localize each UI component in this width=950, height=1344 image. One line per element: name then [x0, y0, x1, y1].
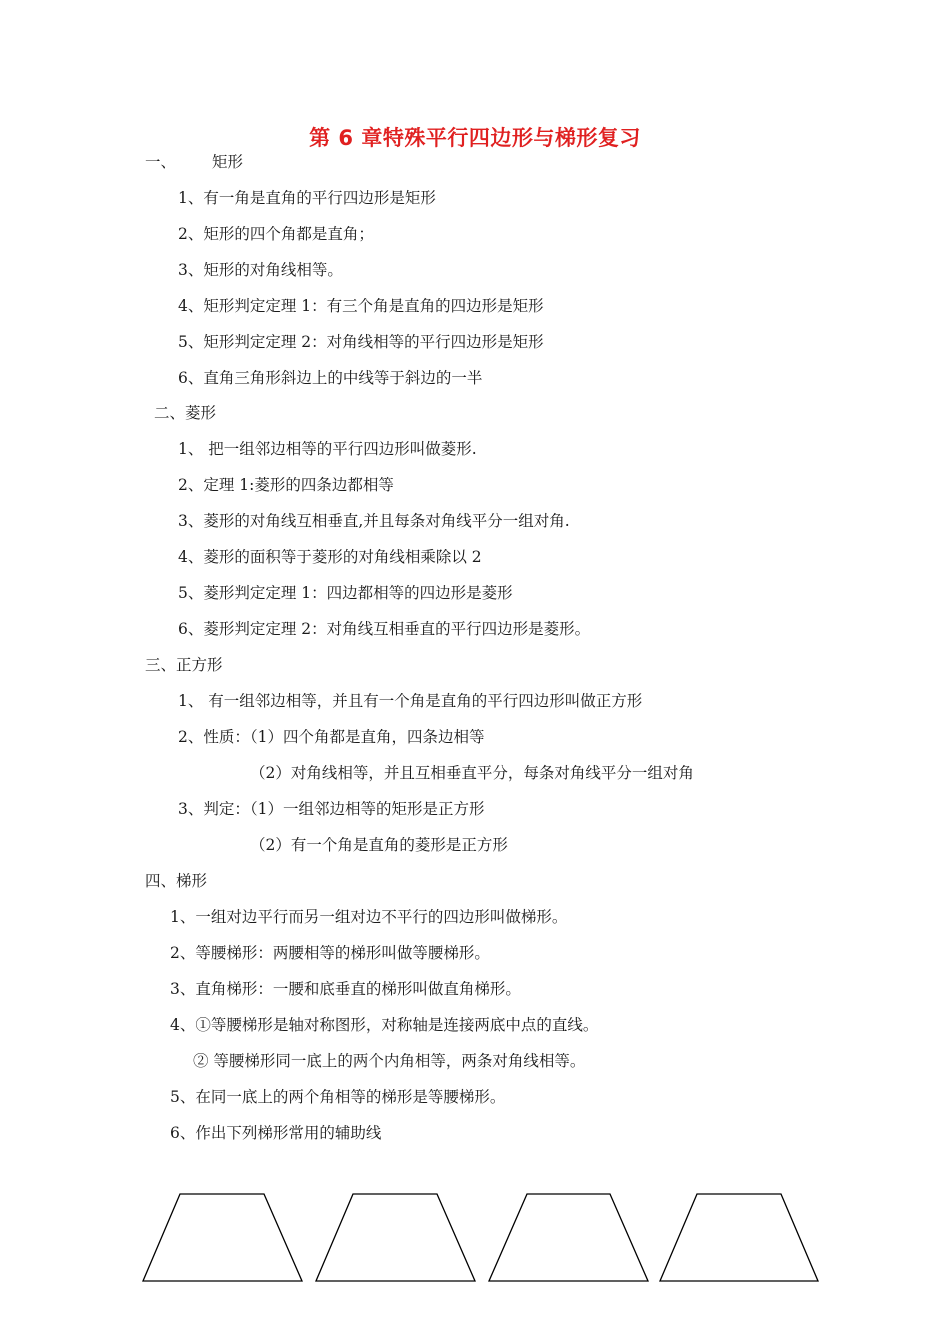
rect-item-5: 5、矩形判定定理 2：对角线相等的平行四边形是矩形	[178, 333, 544, 351]
trapezoid-item-3: 3、直角梯形：一腰和底垂直的梯形叫做直角梯形。	[170, 980, 521, 998]
trapezoid-item-1: 1、一组对边平行而另一组对边不平行的四边形叫做梯形。	[170, 908, 568, 926]
trapezoid-figure-2	[316, 1194, 475, 1281]
square-item-3: （2）对角线相等，并且互相垂直平分，每条对角线平分一组对角	[250, 764, 694, 782]
trapezoid-item-4: 4、①等腰梯形是轴对称图形，对称轴是连接两底中点的直线。	[170, 1016, 599, 1034]
trapezoid-item-5: 5、在同一底上的两个角相等的梯形是等腰梯形。	[170, 1088, 506, 1106]
square-item-4: 3、判定：（1）一组邻边相等的矩形是正方形	[178, 800, 485, 818]
square-item-2: 2、性质：（1）四个角都是直角，四条边相等	[178, 728, 485, 746]
trapezoid-item-4b: ② 等腰梯形同一底上的两个内角相等，两条对角线相等。	[193, 1052, 586, 1070]
section-heading-rhombus: 二、菱形	[154, 404, 217, 422]
document-title: 第 6 章特殊平行四边形与梯形复习	[309, 126, 641, 150]
trapezoid-figures	[0, 1180, 950, 1290]
trapezoid-figures-svg	[0, 1180, 950, 1290]
rhombus-item-3: 3、菱形的对角线互相垂直,并且每条对角线平分一组对角.	[178, 512, 570, 530]
rect-item-1: 1、有一角是直角的平行四边形是矩形	[178, 189, 436, 207]
rhombus-item-6: 6、菱形判定定理 2：对角线互相垂直的平行四边形是菱形。	[178, 620, 591, 638]
rect-item-3: 3、矩形的对角线相等。	[178, 261, 343, 279]
rhombus-item-2: 2、定理 1:菱形的四条边都相等	[178, 476, 394, 494]
section-heading-trapezoid: 四、梯形	[145, 872, 208, 890]
trapezoid-item-6: 6、作出下列梯形常用的辅助线	[170, 1124, 382, 1142]
rect-item-2: 2、矩形的四个角都是直角；	[178, 225, 374, 243]
section-heading-rect-num: 一、	[145, 153, 177, 171]
section-heading-square: 三、正方形	[145, 656, 223, 674]
trapezoid-figure-1	[143, 1194, 302, 1281]
rhombus-item-5: 5、菱形判定定理 1：四边都相等的四边形是菱形	[178, 584, 513, 602]
rect-item-6: 6、直角三角形斜边上的中线等于斜边的一半	[178, 369, 483, 387]
square-item-1: 1、 有一组邻边相等，并且有一个角是直角的平行四边形叫做正方形	[178, 692, 643, 710]
rhombus-item-1: 1、 把一组邻边相等的平行四边形叫做菱形.	[178, 440, 477, 458]
trapezoid-figure-3	[489, 1194, 648, 1281]
trapezoid-figure-4	[660, 1194, 818, 1281]
section-heading-rect: 矩形	[212, 153, 244, 171]
rect-item-4: 4、矩形判定定理 1：有三个角是直角的四边形是矩形	[178, 297, 544, 315]
trapezoid-item-2: 2、等腰梯形：两腰相等的梯形叫做等腰梯形。	[170, 944, 490, 962]
square-item-5: （2）有一个角是直角的菱形是正方形	[250, 836, 508, 854]
rhombus-item-4: 4、菱形的面积等于菱形的对角线相乘除以 2	[178, 548, 482, 566]
